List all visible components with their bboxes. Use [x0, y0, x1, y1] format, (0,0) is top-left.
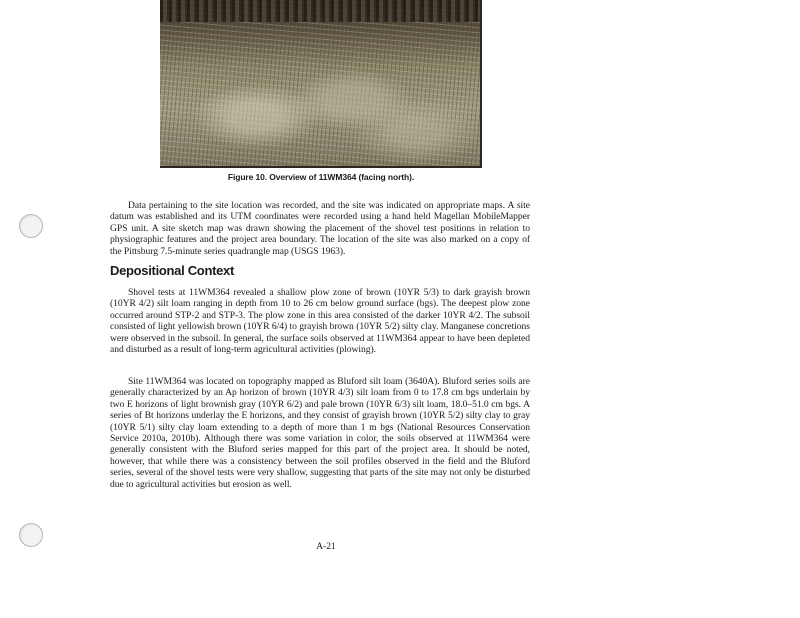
punch-hole-upper — [19, 214, 43, 238]
page-number: A-21 — [316, 542, 336, 552]
photo-treeline — [160, 0, 480, 22]
section-heading-depositional-context: Depositional Context — [110, 263, 235, 278]
site-overview-photo — [160, 0, 482, 168]
paragraph-site-location: Data pertaining to the site location was recorded, and the site was indicated on appropriate maps. A site datum was established and its UTM coordinates were recorded using a hand held Magellan MobileMapper GPS unit. A site sketch map was drawn showing the placement of the shovel test positions in relation to physiographic features and the project area boundary. The location of the site was also marked on a copy of the Pittsburg 7.5-minute series quadrangle map (USGS 1963). — [110, 200, 530, 257]
paragraph-soil-series: Site 11WM364 was located on topography mapped as Bluford silt loam (3640A). Bluford series soils are generally characterized by an Ap horizon of brown (10YR 4/3) silt loam from 0 to 17.8 cm bgs underlain by two E horizons of light brownish gray (10YR 6/2) and pale brown (10YR 6/3) silt loam, 18.0–51.0 cm bgs. A series of Bt horizons underlay the E horizons, and they consist of grayish brown (10YR 5/2) silty clay to gray (10YR 5/1) silty clay loam extending to a depth of more than 1 m bgs (National Resources Conservation Service 2010a, 2010b). Although there was some variation in color, the soils observed at 11WM364 were generally consistent with the Bluford series mapped for this part of the project area. It should be noted, however, that while there was a consistency between the soil profiles observed in the field and the Bluford series, several of the shovel tests were very shallow, suggesting that parts of the site may not only be disturbed due to agricultural activities but erosion as well. — [110, 376, 530, 490]
paragraph-shovel-tests: Shovel tests at 11WM364 revealed a shallow plow zone of brown (10YR 5/3) to dark grayish brown (10YR 4/2) silt loam ranging in depth from 10 to 26 cm below ground surface (bgs). The deepest plow zone occurred around STP-2 and STP-3. The plow zone in this area consisted of the darker 10YR 4/2. The subsoil consisted of light yellowish brown (10YR 6/4) to grayish brown (10YR 5/2) silty clay. Manganese concretions were observed in the subsoil. In general, the surface soils observed at 11WM364 appear to have been depleted and disturbed as a result of long-term agricultural activities (plowing). — [110, 287, 530, 356]
figure-caption: Figure 10. Overview of 11WM364 (facing north). — [227, 172, 415, 182]
